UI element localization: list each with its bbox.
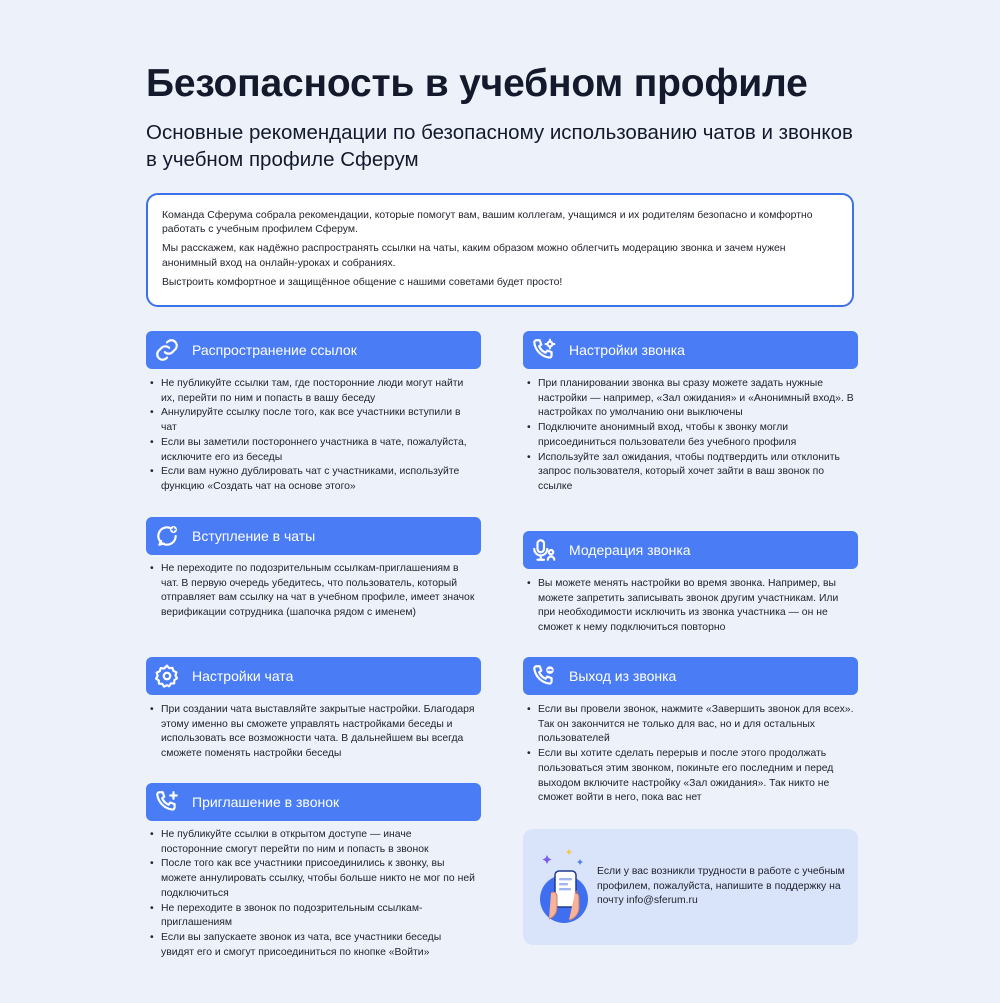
section-header-joining-chats <box>146 517 481 555</box>
list-item: • Не публикуйте ссылки там, где посторонние люди могут найти их, перейти по ним и попасть в вашу беседу <box>146 377 476 406</box>
section-header-call-settings <box>523 331 858 369</box>
list-item: • Не публикуйте ссылки в открытом доступе — иначе посторонние смогут перейти по ним и попасть в звонок <box>146 828 476 857</box>
intro-paragraph: Команда Сферума собрала рекомендации, которые помогут вам, вашим коллегам, учащимся и их родителям безопасно и комфортно работать с учебным профилем Сферум. <box>162 210 813 236</box>
section-header-chat-settings <box>146 657 481 695</box>
gear-icon <box>154 663 180 689</box>
page-subtitle: Основные рекомендации по безопасному использованию чатов и звонков в учебном профиле Сферум <box>146 121 853 171</box>
list-item: • Подключите анонимный вход, чтобы к звонку могли присоединиться пользователи без учебного профиля <box>523 421 858 450</box>
section-title: Вступление в чаты <box>192 528 316 544</box>
phone-in-hand-icon <box>533 847 595 929</box>
section-list-leave-call <box>523 703 858 806</box>
intro-box <box>146 193 854 307</box>
support-text: Если у вас возникли трудности в работе с учебным профилем, пожалуйста, напишите в поддержку на почту info@sferum.ru <box>597 866 845 907</box>
section-list-chat-settings <box>146 703 476 762</box>
phone-end-icon <box>531 663 557 689</box>
list-item: • Вы можете менять настройки во время звонка. Например, вы можете запретить записывать звонок другим участникам. Или при необходимости исключить из звонка участника — он не сможет к нему подключиться повторно <box>523 577 858 636</box>
section-list-call-moderation <box>523 577 858 636</box>
link-icon <box>154 337 180 363</box>
list-item: • При планировании звонка вы сразу можете задать нужные настройки — например, «Зал ожидания» и «Анонимный вход». В настройках по умолчанию они выключены <box>523 377 858 421</box>
section-list-call-settings <box>523 377 858 495</box>
intro-paragraph: Мы расскажем, как надёжно распространять ссылки на чаты, каким образом можно облегчить модерацию звонка и зачем нужен анонимный вход на онлайн-уроках и собраниях. <box>162 243 786 269</box>
section-header-links <box>146 331 481 369</box>
list-item: • При создании чата выставляйте закрытые настройки. Благодаря этому именно вы сможете управлять настройками беседы и использовать все возможности чата. В дальнейшем вы всегда сможете поменять настройки беседы <box>146 703 476 762</box>
list-item: • Аннулируйте ссылку после того, как все участники вступили в чат <box>146 406 476 435</box>
phone-settings-icon <box>531 337 557 363</box>
list-item: • Если вы провели звонок, нажмите «Завершить звонок для всех». Так он закончится не только для вас, но и для остальных пользователей <box>523 703 858 747</box>
list-item: • Если вы хотите сделать перерыв и после этого продолжать пользоваться этим звонком, покиньте его последним и перед выходом включите настройку «Зал ожидания». Так никто не сможет войти в него, пока вас нет <box>523 747 858 806</box>
list-item: • Не переходите по подозрительным ссылкам-приглашениям в чат. В первую очередь убедитесь, что пользователь, который отправляет вам ссылку на чат в учебном профиле, имеет значок верификации сотрудника (шапочка рядом с именем) <box>146 562 476 621</box>
section-title: Выход из звонка <box>569 668 677 684</box>
section-header-call-invite <box>146 783 481 821</box>
list-item: • После того как все участники присоединились к звонку, вы можете аннулировать ссылку, чтобы больше никто не мог по ней подключиться <box>146 857 476 901</box>
list-item: • Используйте зал ожидания, чтобы подтвердить или отклонить запрос пользователя, который хочет зайти в ваш звонок по ссылке <box>523 451 858 495</box>
section-title: Приглашение в звонок <box>192 794 340 810</box>
section-list-links <box>146 377 476 495</box>
section-header-call-moderation <box>523 531 858 569</box>
section-list-call-invite <box>146 828 476 960</box>
section-title: Настройки чата <box>192 668 294 684</box>
section-title: Модерация звонка <box>569 542 691 558</box>
microphone-user-icon <box>531 537 557 563</box>
intro-paragraph: Выстроить комфортное и защищённое общение с нашими советами будет просто! <box>162 276 563 288</box>
section-title: Распространение ссылок <box>192 342 357 358</box>
section-title: Настройки звонка <box>569 342 685 358</box>
page-title: Безопасность в учебном профиле <box>146 62 808 105</box>
support-box <box>523 829 858 945</box>
list-item: • Если вам нужно дублировать чат с участниками, используйте функцию «Создать чат на основе этого» <box>146 465 476 494</box>
chat-add-icon <box>154 523 180 549</box>
list-item: • Если вы заметили постороннего участника в чате, пожалуйста, исключите его из беседы <box>146 436 476 465</box>
phone-add-icon <box>154 789 180 815</box>
list-item: • Если вы запускаете звонок из чата, все участники беседы увидят его и смогут присоединиться по кнопке «Войти» <box>146 931 476 960</box>
section-list-joining-chats <box>146 562 476 621</box>
list-item: • Не переходите в звонок по подозрительным ссылкам-приглашениям <box>146 902 476 931</box>
section-header-leave-call <box>523 657 858 695</box>
